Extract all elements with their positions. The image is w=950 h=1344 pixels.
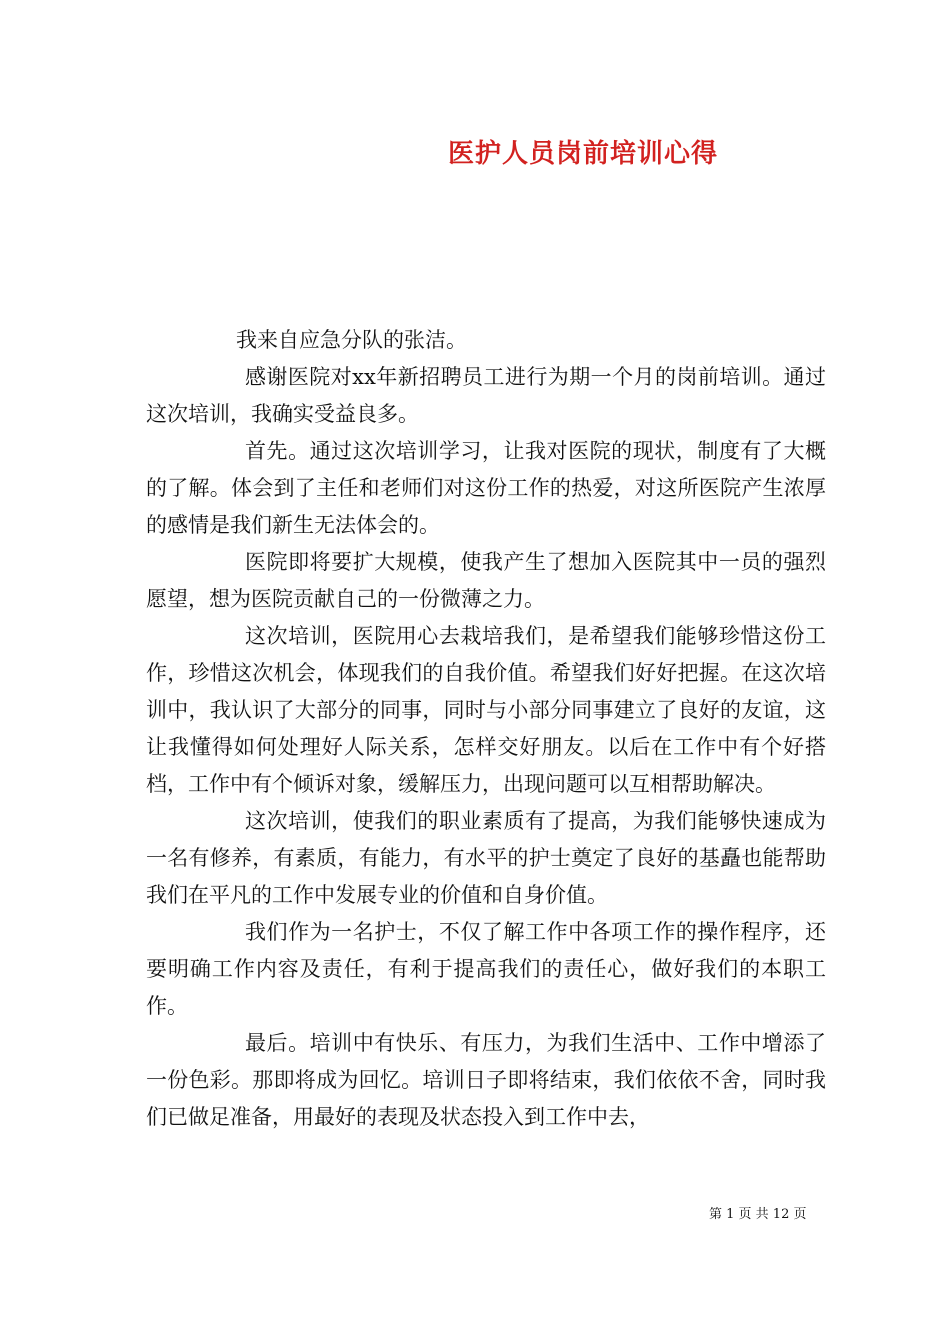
paragraph-expansion: 医院即将要扩大规模，使我产生了想加入医院其中一员的强烈愿望，想为医院贡献自己的一份微薄之力。 [146,550,826,611]
paragraph-finally: 最后。培训中有快乐、有压力，为我们生活中、工作中增添了一份色彩。那即将成为回忆。培训日子即将结束，我们依依不舍，同时我们已做足准备，用最好的表现及状态投入到工作中去， [146,1031,826,1129]
page-number-footer: 第 1 页 共 12 页 [709,1207,807,1222]
paragraph-responsibility: 我们作为一名护士，不仅了解工作中各项工作的操作程序，还要明确工作内容及责任，有利于提高我们的责任心，做好我们的本职工作。 [146,920,826,1018]
paragraph-cultivation: 这次培训，医院用心去栽培我们，是希望我们能够珍惜这份工作，珍惜这次机会，体现我们的自我价值。希望我们好好把握。在这次培训中，我认识了大部分的同事，同时与小部分同事建立了良好的友谊，这让我懂得如何处理好人际关系，怎样交好朋友。以后在工作中有个好搭档，工作中有个倾诉对象，缓解压力，出现问题可以互相帮助解决。 [146,624,826,796]
document-body [146,322,826,1136]
document-title: 医护人员岗前培训心得 [448,139,719,169]
paragraph-intro: 我来自应急分队的张洁。 [236,328,467,352]
paragraph-quality: 这次培训，使我们的职业素质有了提高，为我们能够快速成为一名有修养，有素质，有能力，有水平的护士奠定了良好的基矗也能帮助我们在平凡的工作中发展专业的价值和自身价值。 [146,809,826,907]
paragraph-thanks: 感谢医院对xx年新招聘员工进行为期一个月的岗前培训。通过这次培训，我确实受益良多。 [146,365,826,426]
paragraph-first: 首先。通过这次培训学习，让我对医院的现状，制度有了大概的了解。体会到了主任和老师们对这份工作的热爱，对这所医院产生浓厚的感情是我们新生无法体会的。 [146,439,826,537]
